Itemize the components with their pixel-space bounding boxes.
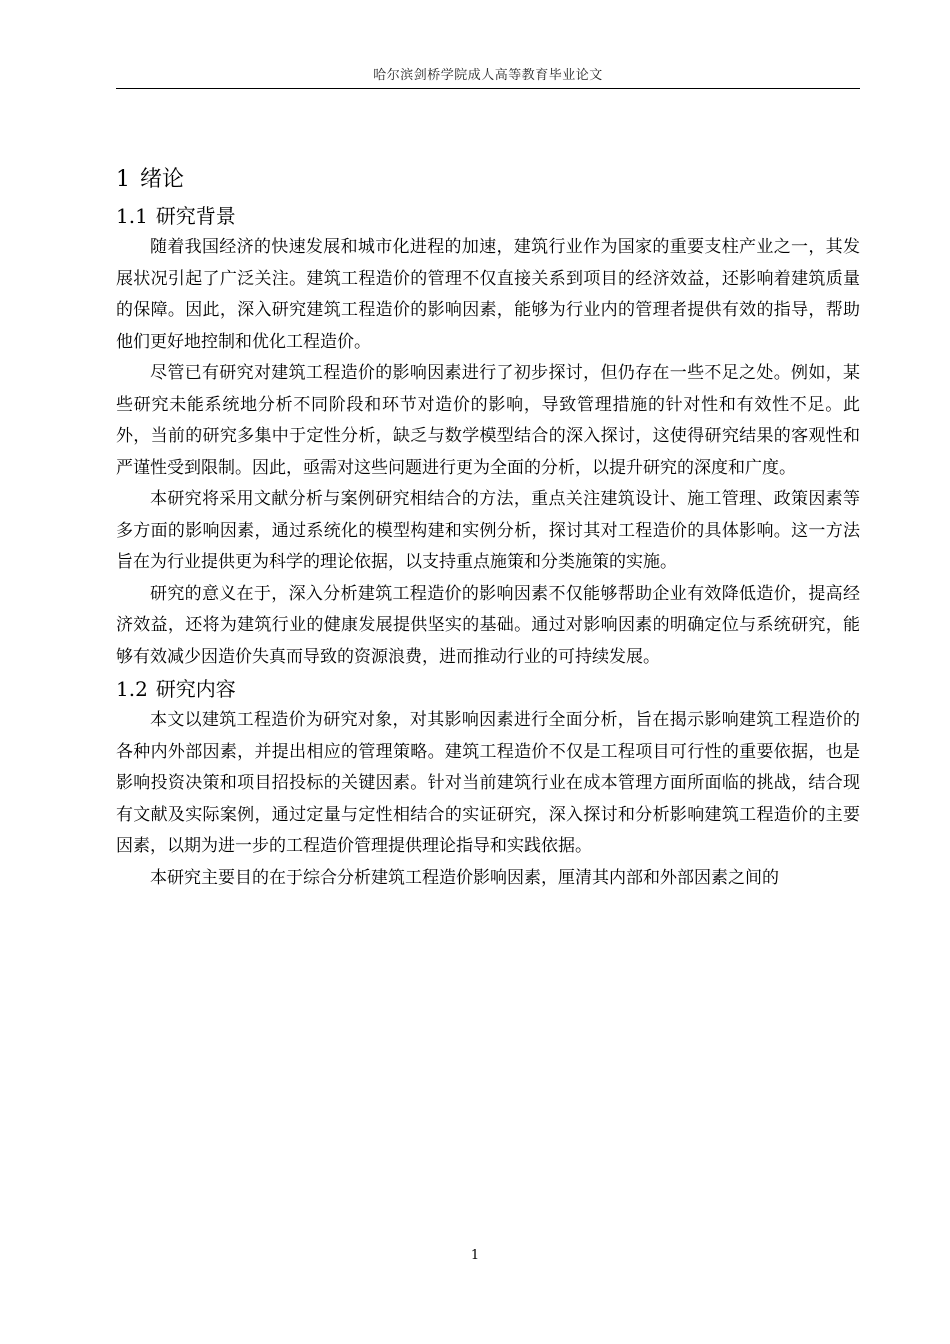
section-title: 研究背景 xyxy=(155,204,236,228)
paragraph: 研究的意义在于，深入分析建筑工程造价的影响因素不仅能够帮助企业有效降低造价，提高经济效益，还将为建筑行业的健康发展提供坚实的基础。通过对影响因素的明确定位与系统研究，能够有效减少因造价失真而导致的资源浪费，进而推动行业的可持续发展。 xyxy=(116,583,860,667)
chapter-title: 绪论 xyxy=(140,167,185,192)
header-rule xyxy=(116,88,860,89)
section-title: 研究内容 xyxy=(155,677,236,701)
paragraph: 本研究主要目的在于综合分析建筑工程造价影响因素，厘清其内部和外部因素之间的 xyxy=(150,867,779,888)
paragraph: 本研究将采用文献分析与案例研究相结合的方法，重点关注建筑设计、施工管理、政策因素等多方面的影响因素，通过系统化的模型构建和实例分析，探讨其对工程造价的具体影响。这一方法旨在为行业提供更为科学的理论依据，以支持重点施策和分类施策的实施。 xyxy=(116,489,860,572)
page-content xyxy=(116,160,860,894)
section-number: 1.1 xyxy=(116,204,148,228)
section-heading-1-1 xyxy=(116,200,860,232)
section-number: 1.2 xyxy=(116,677,148,701)
paragraph: 尽管已有研究对建筑工程造价的影响因素进行了初步探讨，但仍存在一些不足之处。例如，某些研究未能系统地分析不同阶段和环节对造价的影响，导致管理措施的针对性和有效性不足。此外，当前的研究多集中于定性分析，缺乏与数学模型结合的深入探讨，这使得研究结果的客观性和严谨性受到限制。因此，亟需对这些问题进行更为全面的分析，以提升研究的深度和广度。 xyxy=(116,363,860,478)
section-heading-1-2 xyxy=(116,673,860,705)
page-number: 1 xyxy=(470,1248,480,1263)
paragraph: 随着我国经济的快速发展和城市化进程的加速，建筑行业作为国家的重要支柱产业之一，其发展状况引起了广泛关注。建筑工程造价的管理不仅直接关系到项目的经济效益，还影响着建筑质量的保障。因此，深入研究建筑工程造价的影响因素，能够为行业内的管理者提供有效的指导，帮助他们更好地控制和优化工程造价。 xyxy=(116,237,860,352)
paragraph: 本文以建筑工程造价为研究对象，对其影响因素进行全面分析，旨在揭示影响建筑工程造价的各种内外部因素，并提出相应的管理策略。建筑工程造价不仅是工程项目可行性的重要依据，也是影响投资决策和项目招投标的关键因素。针对当前建筑行业在成本管理方面所面临的挑战，结合现有文献及实际案例，通过定量与定性相结合的实证研究，深入探讨和分析影响建筑工程造价的主要因素，以期为进一步的工程造价管理提供理论指导和实践依据。 xyxy=(116,710,860,856)
chapter-heading xyxy=(116,160,860,200)
page-header: 哈尔滨剑桥学院成人高等教育毕业论文 xyxy=(373,68,603,83)
chapter-number: 1 xyxy=(116,167,130,192)
